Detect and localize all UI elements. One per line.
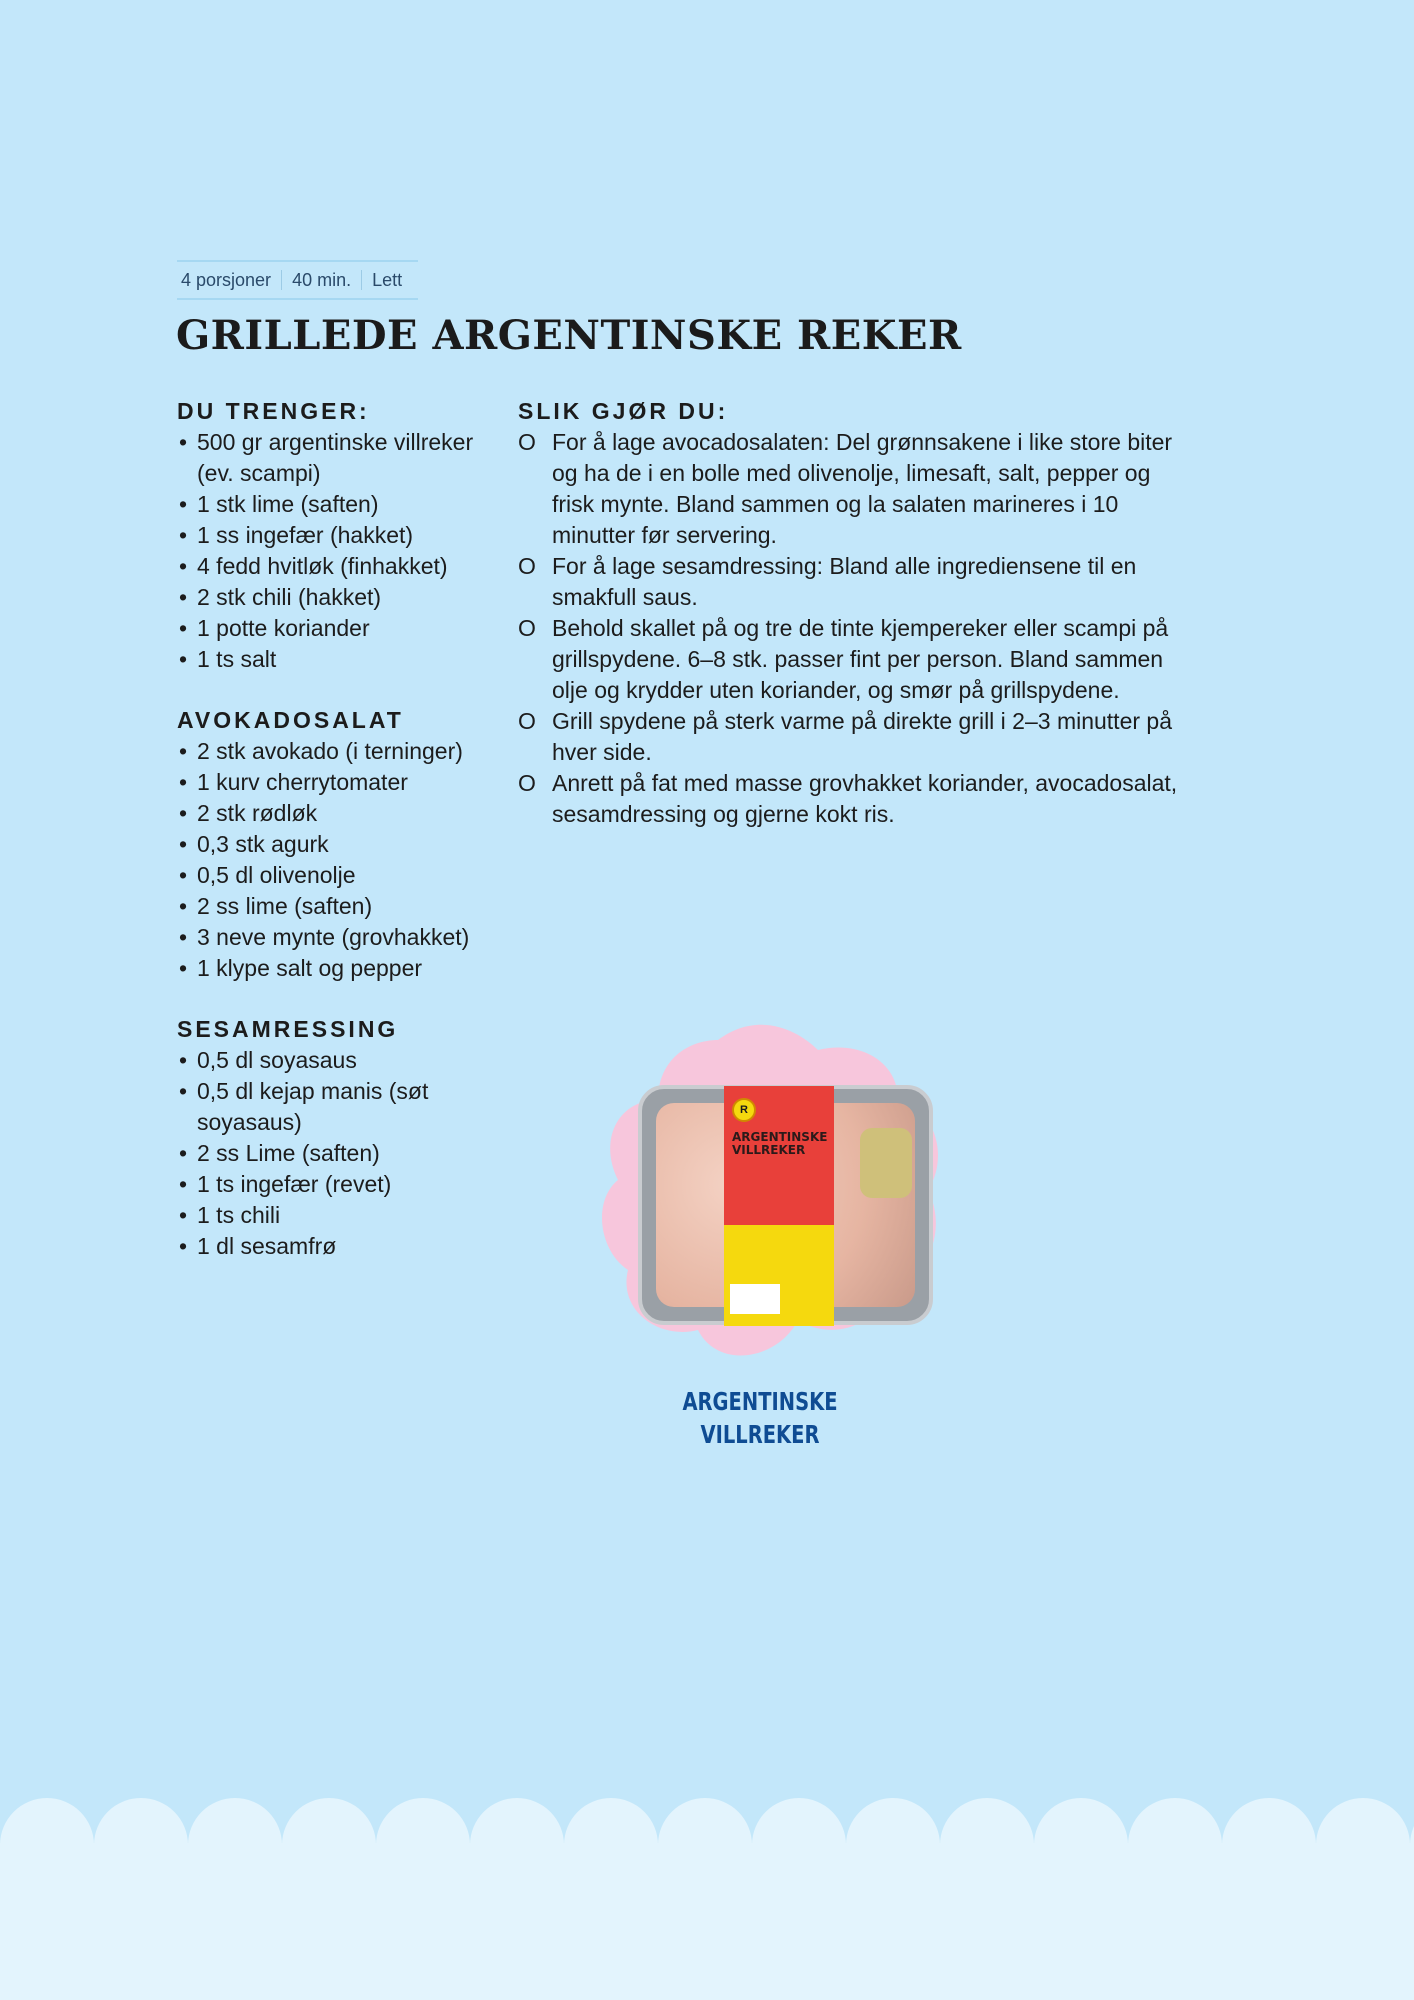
herb-butter — [860, 1128, 912, 1198]
sesame-list — [177, 1045, 497, 1262]
step-text: Grill spydene på sterk varme på direkte grill i 2–3 minutter på hver side. — [552, 708, 1173, 765]
step-marker-icon: O — [518, 708, 536, 734]
step-item — [518, 613, 1198, 706]
avocado-heading: AVOKADOSALAT — [177, 707, 404, 733]
step-marker-icon: O — [518, 429, 536, 455]
servings: 4 porsjoner — [181, 269, 272, 290]
list-item: • 2 ss Lime (saften) — [177, 1138, 497, 1169]
price-label-area — [730, 1284, 780, 1314]
list-item: • 1 ts ingefær (revet) — [177, 1169, 497, 1200]
list-item: • 0,5 dl kejap manis (søt soyasaus) — [177, 1076, 497, 1138]
step-item — [518, 551, 1198, 613]
step-item — [518, 427, 1198, 551]
product-image — [598, 1020, 944, 1370]
list-item: • 1 potte koriander — [177, 613, 497, 644]
list-item: • 4 fedd hvitløk (finhakket) — [177, 551, 497, 582]
list-item: • 1 dl sesamfrø — [177, 1231, 497, 1262]
product-label: ARGENTINSKE VILLREKER — [682, 1387, 838, 1449]
avocado-list — [177, 736, 497, 984]
step-item — [518, 768, 1198, 830]
list-item: • 1 kurv cherrytomater — [177, 767, 497, 798]
difficulty: Lett — [372, 269, 403, 290]
list-item: • 2 stk avokado (i terninger) — [177, 736, 497, 767]
ingredients-list — [177, 427, 497, 675]
list-item: • 1 stk lime (saften) — [177, 489, 497, 520]
package-title: ARGENTINSKE VILLREKER — [732, 1130, 828, 1157]
step-marker-icon: O — [518, 553, 536, 579]
step-item — [518, 706, 1198, 768]
recipe-title: GRILLEDE ARGENTINSKE REKER — [176, 312, 962, 359]
list-item: • 1 ts salt — [177, 644, 497, 675]
ingredients-heading: DU TRENGER: — [177, 398, 370, 424]
sesame-heading: SESAMRESSING — [177, 1016, 399, 1042]
step-text: Anrett på fat med masse grovhakket koriander, avocadosalat, sesamdressing og gjerne kokt ris. — [552, 770, 1178, 827]
step-marker-icon: O — [518, 770, 536, 796]
step-marker-icon: O — [518, 615, 536, 641]
steps-column — [518, 396, 1198, 830]
recipe-meta — [177, 260, 418, 300]
package-sleeve — [724, 1086, 834, 1326]
list-item: • 500 gr argentinske villreker (ev. scampi) — [177, 427, 497, 489]
list-item: • 1 ts chili — [177, 1200, 497, 1231]
steps-heading: SLIK GJØR DU: — [518, 398, 729, 424]
list-item: • 3 neve mynte (grovhakket) — [177, 922, 497, 953]
list-item: • 0,3 stk agurk — [177, 829, 497, 860]
step-text: Behold skallet på og tre de tinte kjempereker eller scampi på grillspydene. 6–8 stk. passer fint per person. Bland sammen olje og krydder uten koriander, og smør på grillspydene. — [552, 615, 1169, 703]
list-item: • 0,5 dl soyasaus — [177, 1045, 497, 1076]
list-item: • 1 ss ingefær (hakket) — [177, 520, 497, 551]
scalloped-footer — [0, 1798, 1414, 2000]
brand-logo-icon: R — [732, 1098, 756, 1122]
step-text: For å lage avocadosalaten: Del grønnsakene i like store biter og ha de i en bolle med olivenolje, limesaft, salt, pepper og frisk mynte. Bland sammen og la salaten marineres i 10 minutter før servering. — [552, 429, 1173, 548]
steps-list — [518, 427, 1198, 830]
list-item: • 2 ss lime (saften) — [177, 891, 497, 922]
list-item: • 2 stk rødløk — [177, 798, 497, 829]
list-item: • 2 stk chili (hakket) — [177, 582, 497, 613]
ingredients-column — [177, 396, 497, 1292]
list-item: • 0,5 dl olivenolje — [177, 860, 497, 891]
list-item: • 1 klype salt og pepper — [177, 953, 497, 984]
time: 40 min. — [292, 269, 352, 290]
step-text: For å lage sesamdressing: Bland alle ingrediensene til en smakfull saus. — [552, 553, 1137, 610]
